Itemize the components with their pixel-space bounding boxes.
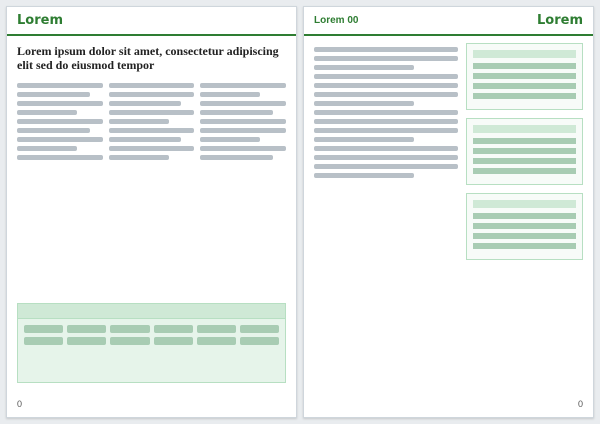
mini-table xyxy=(466,193,583,260)
text-area xyxy=(314,43,458,387)
article-title: Lorem ipsum dolor sit amet, consectetur adipiscing elit sed do eiusmod tempor xyxy=(17,44,279,73)
mini-table xyxy=(466,118,583,185)
table-header-band xyxy=(18,304,285,319)
green-table xyxy=(17,303,286,383)
issue-label: Lorem 00 xyxy=(314,15,359,26)
text-column xyxy=(109,79,195,164)
right-panel xyxy=(466,43,583,387)
right-page xyxy=(303,6,594,418)
page-number: 0 xyxy=(577,399,583,409)
article-columns xyxy=(7,79,296,164)
text-column xyxy=(17,79,103,164)
brand-logo: Lorem xyxy=(537,13,583,28)
right-footer xyxy=(314,399,583,409)
left-footer xyxy=(17,399,286,409)
left-page xyxy=(6,6,297,418)
table-rows xyxy=(18,319,285,351)
right-header xyxy=(304,7,593,36)
mini-table xyxy=(466,43,583,110)
left-header xyxy=(7,7,296,36)
right-content xyxy=(314,43,583,387)
text-column xyxy=(200,79,286,164)
magazine-spread xyxy=(6,6,594,418)
brand-logo: Lorem xyxy=(17,13,63,28)
page-number: 0 xyxy=(17,399,23,409)
